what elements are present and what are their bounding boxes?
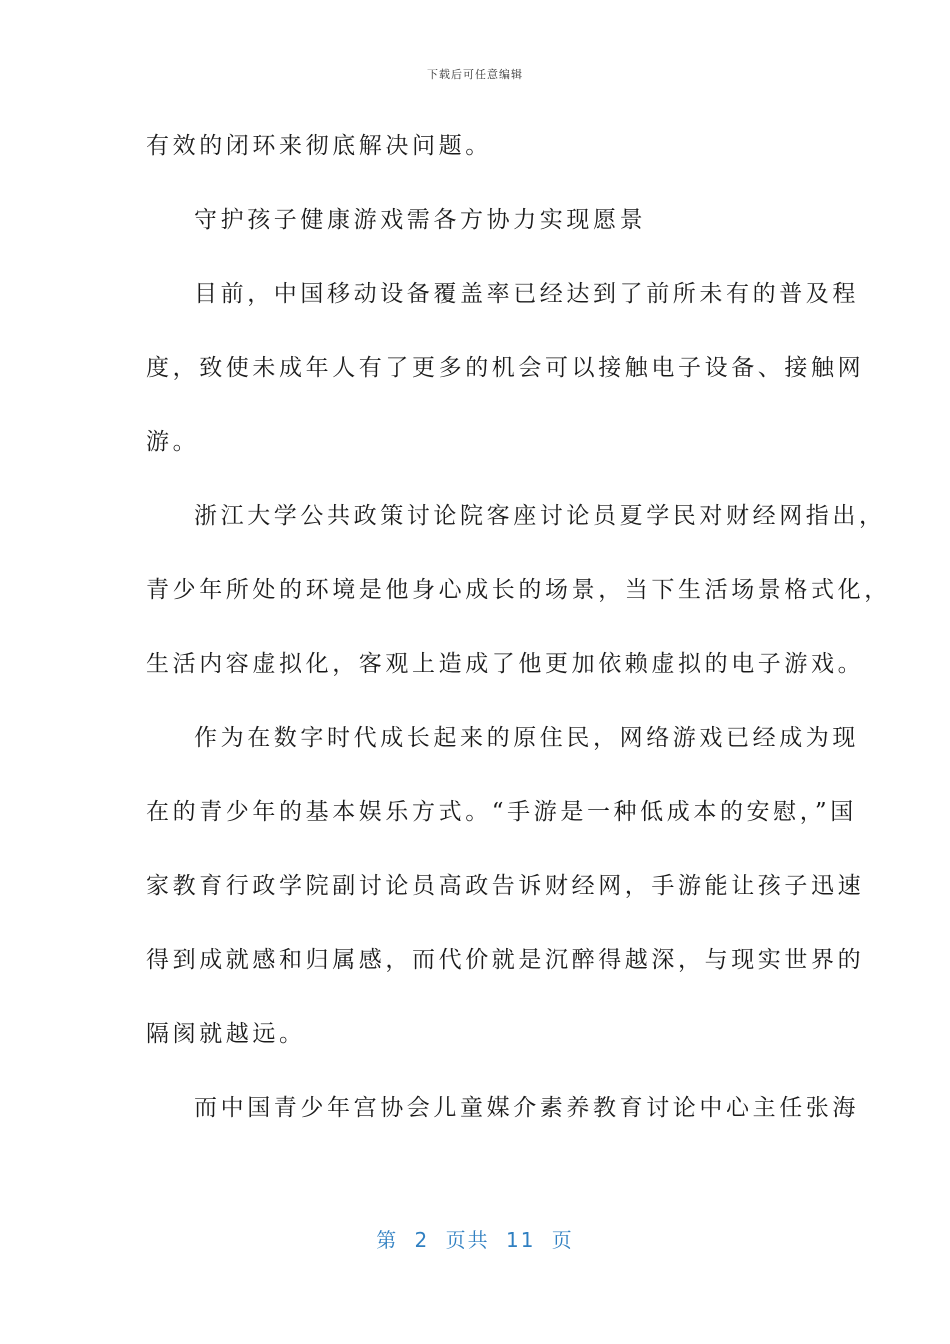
text-line: 游。: [146, 429, 200, 455]
section-heading: 守护孩子健康游戏需各方协力实现愿景: [194, 207, 647, 233]
text-line: 得到成就感和归属感，而代价就是沉醉得越深，与现实世界的: [146, 947, 865, 973]
download-note: 下载后可任意编辑: [427, 68, 523, 81]
text-line: 家教育行政学院副讨论员高政告诉财经网，手游能让孩子迅速: [146, 873, 865, 899]
text-line: 浙江大学公共政策讨论院客座讨论员夏学民对财经网指出，: [194, 503, 886, 529]
text-line: 生活内容虚拟化，客观上造成了他更加依赖虚拟的电子游戏。: [146, 651, 865, 677]
text-line: 在的青少年的基本娱乐方式。“手游是一种低成本的安慰，”国: [146, 799, 857, 825]
page-number: 第 2 页共 11 页: [376, 1228, 574, 1252]
text-line: 青少年所处的环境是他身心成长的场景，当下生活场景格式化，: [146, 577, 891, 603]
text-line: 有效的闭环来彻底解决问题。: [146, 133, 492, 159]
text-line: 度，致使未成年人有了更多的机会可以接触电子设备、接触网: [146, 355, 865, 381]
document-body: [146, 120, 891, 1156]
text-line: 作为在数字时代成长起来的原住民，网络游戏已经成为现: [194, 725, 859, 751]
text-line: 而中国青少年宫协会儿童媒介素养教育讨论中心主任张海: [194, 1095, 859, 1121]
text-line: 隔阂就越远。: [146, 1021, 306, 1047]
text-line: 目前，中国移动设备覆盖率已经达到了前所未有的普及程: [194, 281, 859, 307]
